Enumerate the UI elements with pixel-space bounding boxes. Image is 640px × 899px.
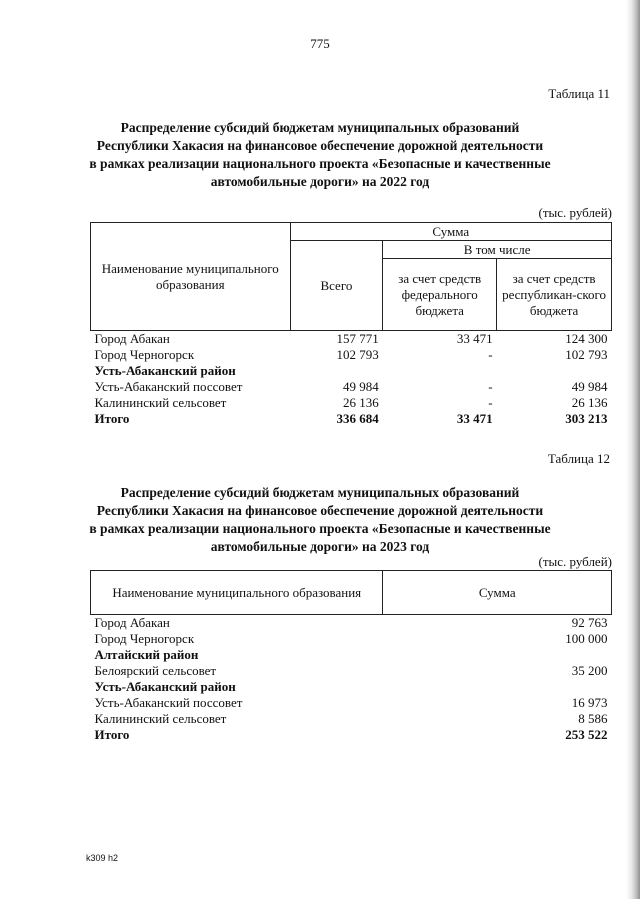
row-sum [383, 647, 612, 663]
table-row [91, 379, 612, 395]
row-sum: 8 586 [578, 711, 608, 726]
row-sum: 16 973 [571, 695, 608, 710]
table-11-title [70, 119, 570, 191]
title-line: Распределение субсидий бюджетам муниципальных образований [120, 485, 520, 500]
row-name: Усть-Абаканский район [94, 363, 236, 378]
page-number: 775 [310, 36, 330, 51]
row-federal: - [488, 347, 493, 362]
row-name: Усть-Абаканский поссовет [94, 379, 243, 394]
row-republic: 49 984 [571, 379, 608, 394]
row-sum: 92 763 [571, 615, 608, 630]
header-including: В том числе [383, 241, 612, 259]
row-federal: 33 471 [456, 411, 493, 426]
table-row [91, 363, 612, 379]
row-total: 26 136 [343, 395, 379, 410]
table-row [91, 411, 612, 427]
title-line: Республики Хакасия на финансовое обеспечение дорожной деятельности [96, 503, 544, 518]
row-sum: 253 522 [565, 727, 608, 742]
row-name: Белоярский сельсовет [94, 663, 217, 678]
row-sum: 100 000 [565, 631, 608, 646]
table-row [91, 679, 612, 695]
table-row [91, 347, 612, 363]
table-11 [90, 222, 612, 427]
header-total: Всего [290, 241, 383, 331]
row-name: Город Черногорск [94, 631, 195, 646]
row-republic: 102 793 [565, 347, 608, 362]
row-name: Город Абакан [94, 615, 170, 630]
row-name: Усть-Абаканский поссовет [94, 695, 243, 710]
row-name: Алтайский район [94, 647, 199, 662]
row-republic: 26 136 [571, 395, 608, 410]
row-name: Калининский сельсовет [94, 395, 227, 410]
row-name: Итого [94, 411, 130, 426]
table-12-label: Таблица 12 [547, 451, 610, 466]
table-row [91, 647, 612, 663]
table-row [91, 395, 612, 411]
table-row [91, 663, 612, 679]
table-12-units: (тыс. рублей) [538, 554, 612, 569]
row-federal: - [488, 395, 493, 410]
row-total: 49 984 [343, 379, 379, 394]
table-row [91, 695, 612, 711]
title-line: в рамках реализации национального проекта «Безопасные и качественные [89, 156, 551, 171]
table-row [91, 615, 612, 632]
footer-code: k309 h2 [86, 853, 119, 863]
table-row [91, 727, 612, 743]
header-federal: за счет средств федерального бюджета [383, 259, 497, 331]
row-republic: 124 300 [565, 331, 608, 346]
table-12-title [70, 484, 570, 556]
table-11-label: Таблица 11 [548, 86, 610, 101]
header-sum: Сумма [383, 571, 612, 615]
title-line: автомобильные дороги» на 2023 год [210, 539, 430, 554]
table-row [91, 631, 612, 647]
table-12 [90, 570, 612, 743]
row-republic: 303 213 [565, 411, 608, 426]
table-row [91, 331, 612, 348]
row-republic [497, 363, 612, 379]
row-total: 102 793 [336, 347, 379, 362]
row-name: Город Черногорск [94, 347, 195, 362]
row-name: Калининский сельсовет [94, 711, 227, 726]
row-total: 336 684 [336, 411, 379, 426]
title-line: Распределение субсидий бюджетам муниципальных образований [120, 120, 520, 135]
row-total: 157 771 [336, 331, 379, 346]
header-sum: Сумма [290, 223, 611, 241]
header-republic: за счет средств республикан-ского бюджета [497, 259, 612, 331]
title-line: автомобильные дороги» на 2022 год [210, 174, 430, 189]
title-line: в рамках реализации национального проекта «Безопасные и качественные [89, 521, 551, 536]
row-name: Итого [94, 727, 130, 742]
row-name: Город Абакан [94, 331, 170, 346]
row-sum [383, 679, 612, 695]
row-name: Усть-Абаканский район [94, 679, 236, 694]
title-line: Республики Хакасия на финансовое обеспечение дорожной деятельности [96, 138, 544, 153]
table-11-units: (тыс. рублей) [538, 205, 612, 220]
row-federal [383, 363, 497, 379]
row-federal: - [488, 379, 493, 394]
header-name: Наименование муниципального образования [91, 223, 291, 331]
row-federal: 33 471 [456, 331, 493, 346]
table-row [91, 711, 612, 727]
header-name: Наименование муниципального образования [91, 571, 383, 615]
scan-edge-shadow [626, 0, 640, 899]
row-total [290, 363, 383, 379]
row-sum: 35 200 [571, 663, 608, 678]
